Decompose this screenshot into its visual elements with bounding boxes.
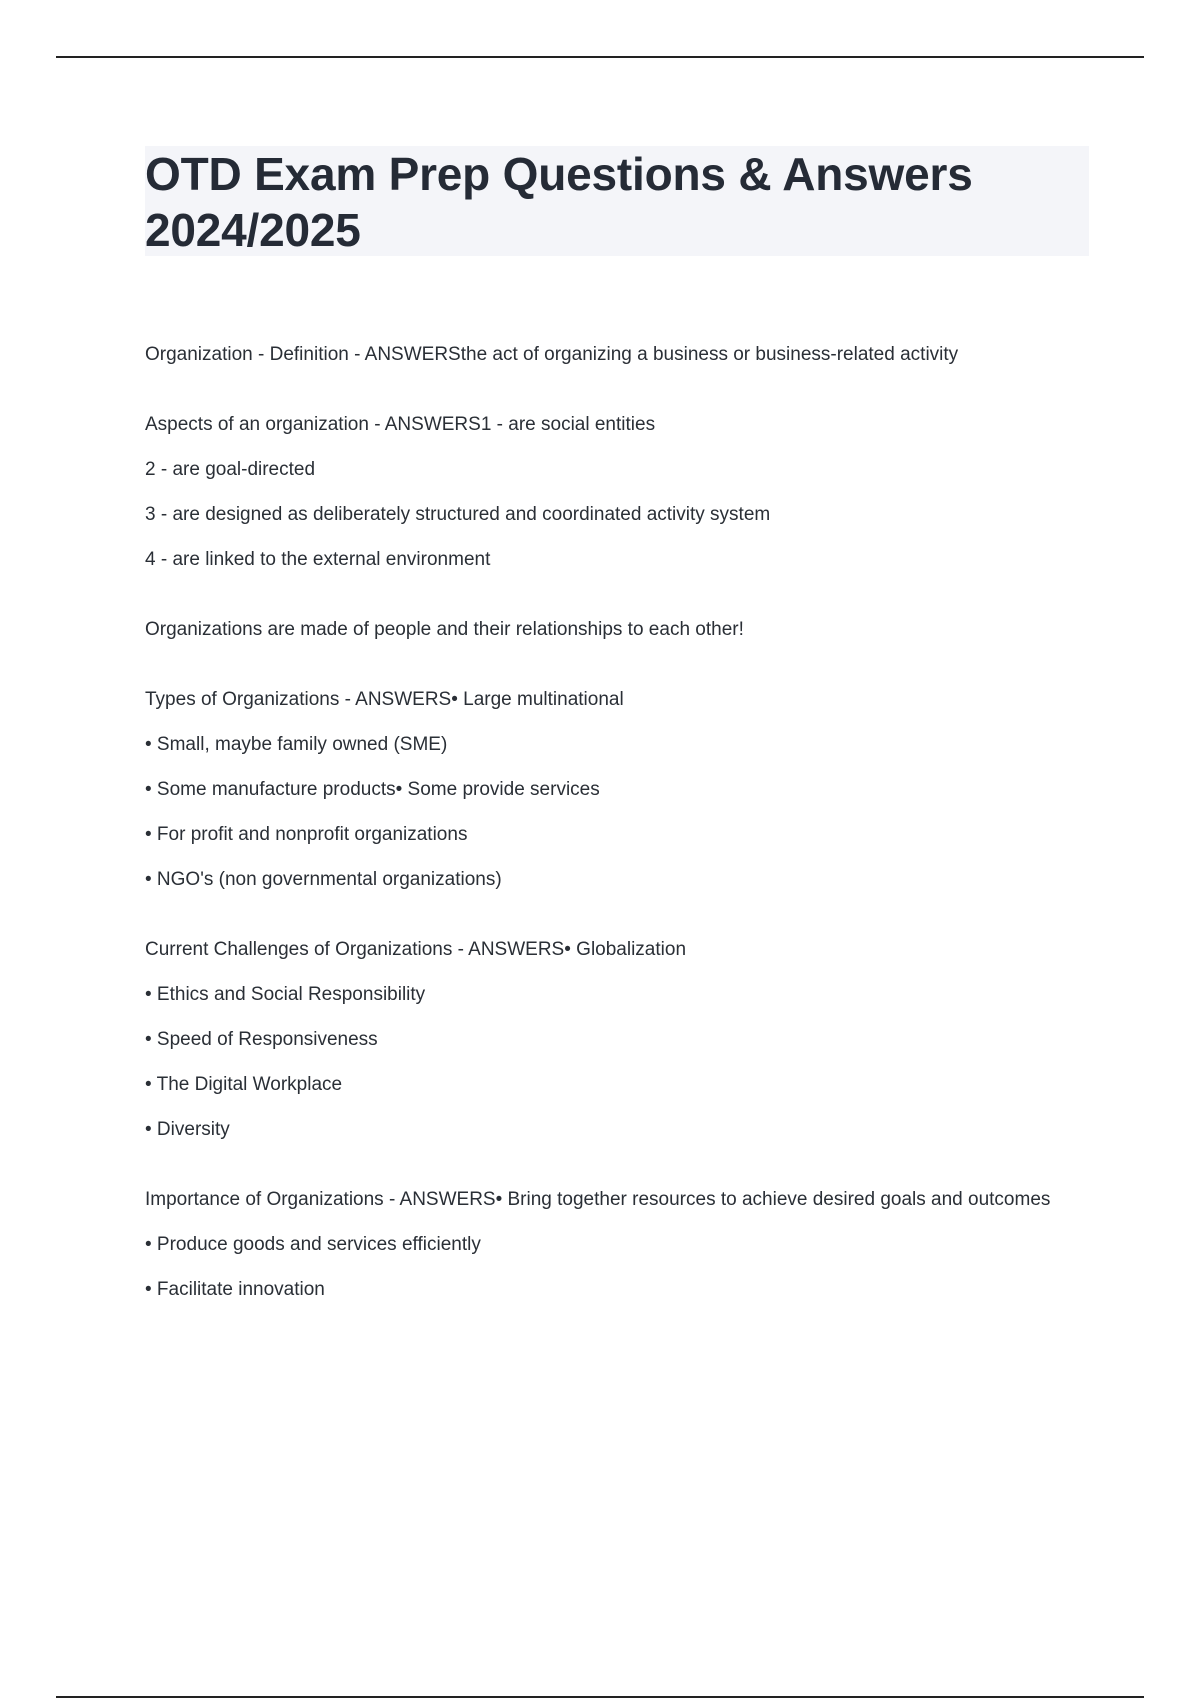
qa-line: • NGO's (non governmental organizations) [145, 869, 502, 890]
title-block [145, 146, 1089, 256]
qa-line: Types of Organizations - ANSWERS• Large multinational [145, 689, 624, 710]
qa-entry-types [145, 687, 1085, 893]
qa-line: • Some manufacture products• Some provide services [145, 779, 600, 800]
footer-rule [56, 1696, 1144, 1698]
qa-content [145, 342, 1085, 1347]
qa-line: 3 - are designed as deliberately structured and coordinated activity system [145, 504, 771, 525]
qa-line: Aspects of an organization - ANSWERS1 - are social entities [145, 414, 656, 435]
title-line-1: OTD Exam Prep Questions & Answers [145, 148, 973, 200]
qa-line: 4 - are linked to the external environment [145, 549, 491, 570]
qa-line: • Diversity [145, 1119, 230, 1140]
header-rule [56, 56, 1144, 58]
qa-line: • Small, maybe family owned (SME) [145, 734, 448, 755]
qa-entry-aspects [145, 412, 1085, 573]
qa-line: • For profit and nonprofit organizations [145, 824, 468, 845]
qa-line: • Produce goods and services efficiently [145, 1234, 481, 1255]
qa-entry-organization-definition [145, 342, 1085, 368]
qa-line: • The Digital Workplace [145, 1074, 343, 1095]
qa-line: • Ethics and Social Responsibility [145, 984, 426, 1005]
qa-line: Importance of Organizations - ANSWERS• Bring together resources to achieve desired goals and outcomes [145, 1189, 1051, 1210]
qa-line: • Facilitate innovation [145, 1279, 325, 1300]
qa-entry-challenges [145, 937, 1085, 1143]
qa-line: Organization - Definition - ANSWERSthe act of organizing a business or business-related activity [145, 344, 959, 365]
qa-entry-people-note [145, 617, 1085, 643]
qa-line: 2 - are goal-directed [145, 459, 316, 480]
document-title [145, 146, 1089, 258]
qa-line: Current Challenges of Organizations - ANSWERS• Globalization [145, 939, 687, 960]
qa-line: • Speed of Responsiveness [145, 1029, 378, 1050]
qa-entry-importance [145, 1187, 1085, 1303]
title-line-2: 2024/2025 [145, 204, 361, 256]
qa-line: Organizations are made of people and their relationships to each other! [145, 619, 744, 640]
